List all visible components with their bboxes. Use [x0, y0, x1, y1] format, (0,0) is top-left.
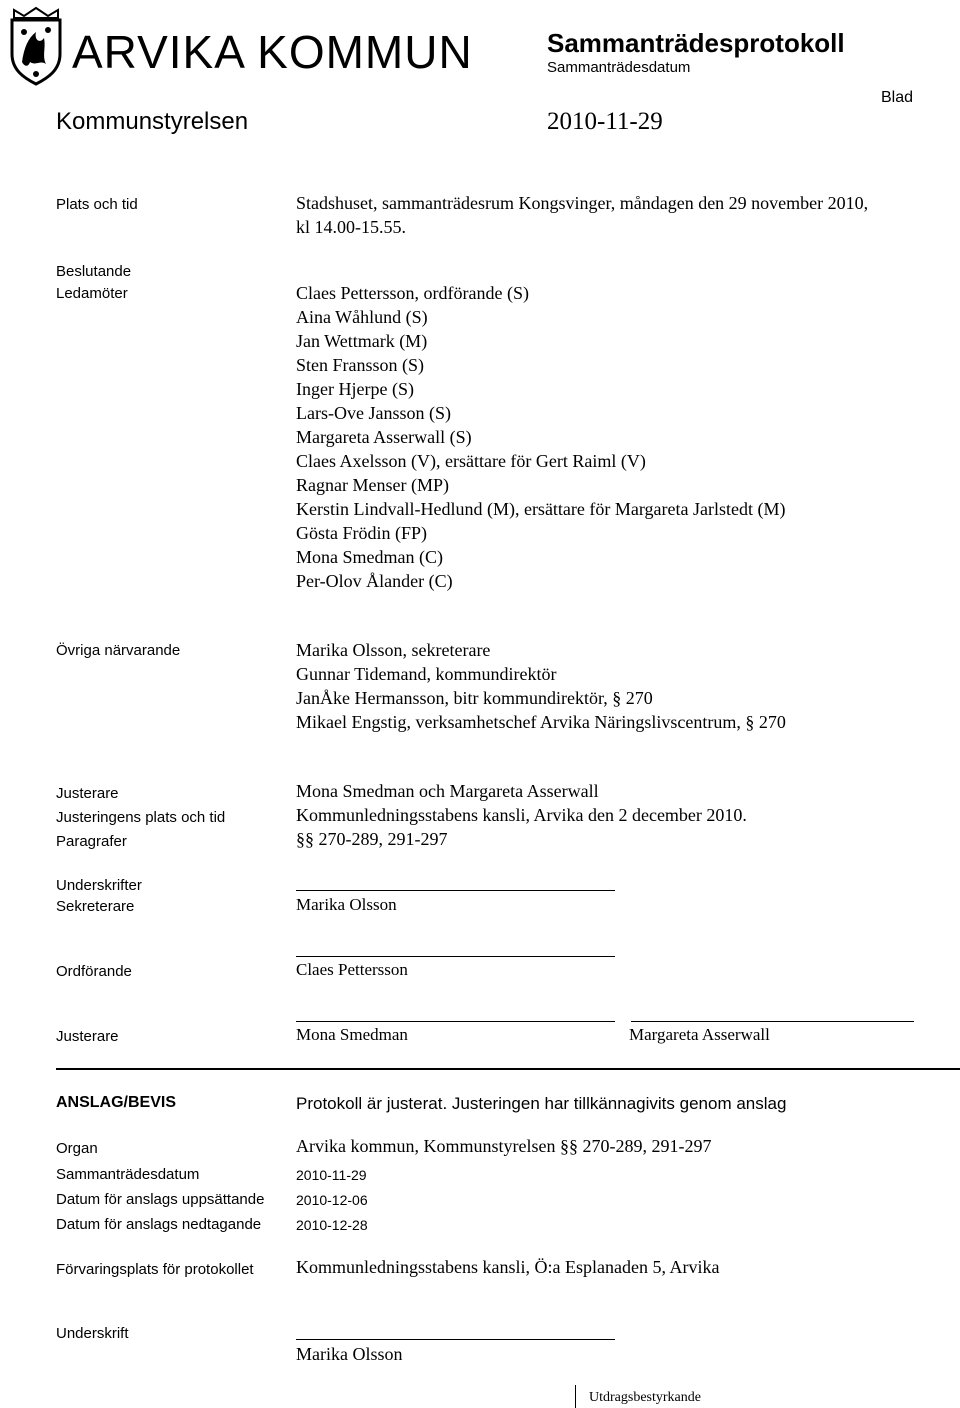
adjustment-place-label: Justeringens plats och tid: [56, 809, 226, 826]
adjuster1-name: Mona Smedman: [296, 1025, 408, 1044]
attendee-item: JanÅke Hermansson, bitr kommundirektör, § 270: [296, 688, 653, 708]
organ-label: Organ: [56, 1140, 98, 1157]
adjuster2-signature-line: [631, 1021, 914, 1022]
member-item: Sten Fransson (S): [296, 355, 425, 375]
secretary-signature-line: [296, 890, 615, 891]
secretary-name: Marika Olsson: [296, 895, 397, 914]
member-item: Ragnar Menser (MP): [296, 475, 449, 495]
anslag-statement: Protokoll är justerat. Justeringen har tillkännagivits genom anslag: [296, 1094, 787, 1113]
adjuster1-signature-line: [296, 1021, 615, 1022]
attendee-item: Gunnar Tidemand, kommundirektör: [296, 664, 557, 684]
anslag-signature-name: Marika Olsson: [296, 1344, 403, 1364]
others-present-label: Övriga närvarande: [56, 642, 181, 659]
chair-signature-line: [296, 956, 615, 957]
adjustment-place-value: Kommunledningsstabens kansli, Arvika den 2 december 2010.: [296, 805, 747, 825]
attendee-item: Marika Olsson, sekreterare: [296, 640, 491, 660]
signature-label: Underskrift: [56, 1325, 129, 1342]
adjusters-value: Mona Smedman och Margareta Asserwall: [296, 781, 599, 801]
extract-verification-label: Utdragsbestyrkande: [589, 1390, 701, 1405]
member-item: Inger Hjerpe (S): [296, 379, 414, 399]
members-label: Ledamöter: [56, 285, 128, 302]
posted-date-value: 2010-12-06: [296, 1192, 368, 1208]
document-title: Sammanträdesprotokoll: [547, 28, 845, 58]
storage-label: Förvaringsplats för protokollet: [56, 1261, 254, 1278]
signature-adjusters-label: Justerare: [56, 1028, 119, 1045]
paragraphs-value: §§ 270-289, 291-297: [296, 829, 448, 849]
anslag-date-label: Sammanträdesdatum: [56, 1166, 200, 1183]
removed-date-label: Datum för anslags nedtagande: [56, 1216, 262, 1233]
secretary-label: Sekreterare: [56, 898, 135, 915]
header-date-label: Sammanträdesdatum: [547, 59, 691, 76]
others-present-list: [296, 638, 786, 734]
posted-date-label: Datum för anslags uppsättande: [56, 1191, 265, 1208]
member-item: Per-Olov Ålander (C): [296, 571, 453, 591]
anslag-divider: [56, 1068, 960, 1070]
attendee-item: Mikael Engstig, verksamhetschef Arvika Näringslivscentrum, § 270: [296, 712, 786, 732]
adjuster2-name: Margareta Asserwall: [629, 1025, 770, 1044]
member-item: Claes Axelsson (V), ersättare för Gert Raiml (V): [296, 451, 646, 471]
anslag-date-value: 2010-11-29: [296, 1167, 367, 1183]
sheet-label: Blad: [881, 89, 914, 106]
logo-wordmark: ARVIKA KOMMUN: [72, 26, 473, 78]
chair-label: Ordförande: [56, 963, 132, 980]
member-item: Mona Smedman (C): [296, 547, 443, 567]
chair-name: Claes Pettersson: [296, 960, 408, 979]
member-item: Jan Wettmark (M): [296, 331, 428, 351]
extract-box-border: [575, 1385, 576, 1408]
member-item: Claes Pettersson, ordförande (S): [296, 283, 529, 303]
committee-name: Kommunstyrelsen: [56, 108, 249, 135]
signatures-label: Underskrifter: [56, 877, 142, 894]
member-item: Kerstin Lindvall-Hedlund (M), ersättare för Margareta Jarlstedt (M): [296, 499, 786, 519]
paragraphs-label: Paragrafer: [56, 833, 127, 850]
member-item: Gösta Frödin (FP): [296, 523, 428, 543]
decision-makers-label: Beslutande: [56, 263, 132, 280]
anslag-title: ANSLAG/BEVIS: [56, 1094, 177, 1111]
member-item: Lars-Ove Jansson (S): [296, 403, 451, 423]
members-list: [296, 281, 786, 593]
organ-value: Arvika kommun, Kommunstyrelsen §§ 270-289, 291-297: [296, 1136, 712, 1156]
removed-date-value: 2010-12-28: [296, 1217, 368, 1233]
coat-of-arms-icon: [6, 4, 66, 86]
member-item: Margareta Asserwall (S): [296, 427, 472, 447]
place-label: Plats och tid: [56, 196, 138, 213]
adjusters-label: Justerare: [56, 785, 119, 802]
member-item: Aina Wåhlund (S): [296, 307, 428, 327]
storage-value: Kommunledningsstabens kansli, Ö:a Esplanaden 5, Arvika: [296, 1257, 720, 1277]
anslag-signature-line: [296, 1339, 615, 1340]
place-value-line2: kl 14.00-15.55.: [296, 217, 406, 237]
place-value-line1: Stadshuset, sammanträdesrum Kongsvinger, måndagen den 29 november 2010,: [296, 193, 869, 213]
header-date-value: 2010-11-29: [547, 108, 663, 135]
